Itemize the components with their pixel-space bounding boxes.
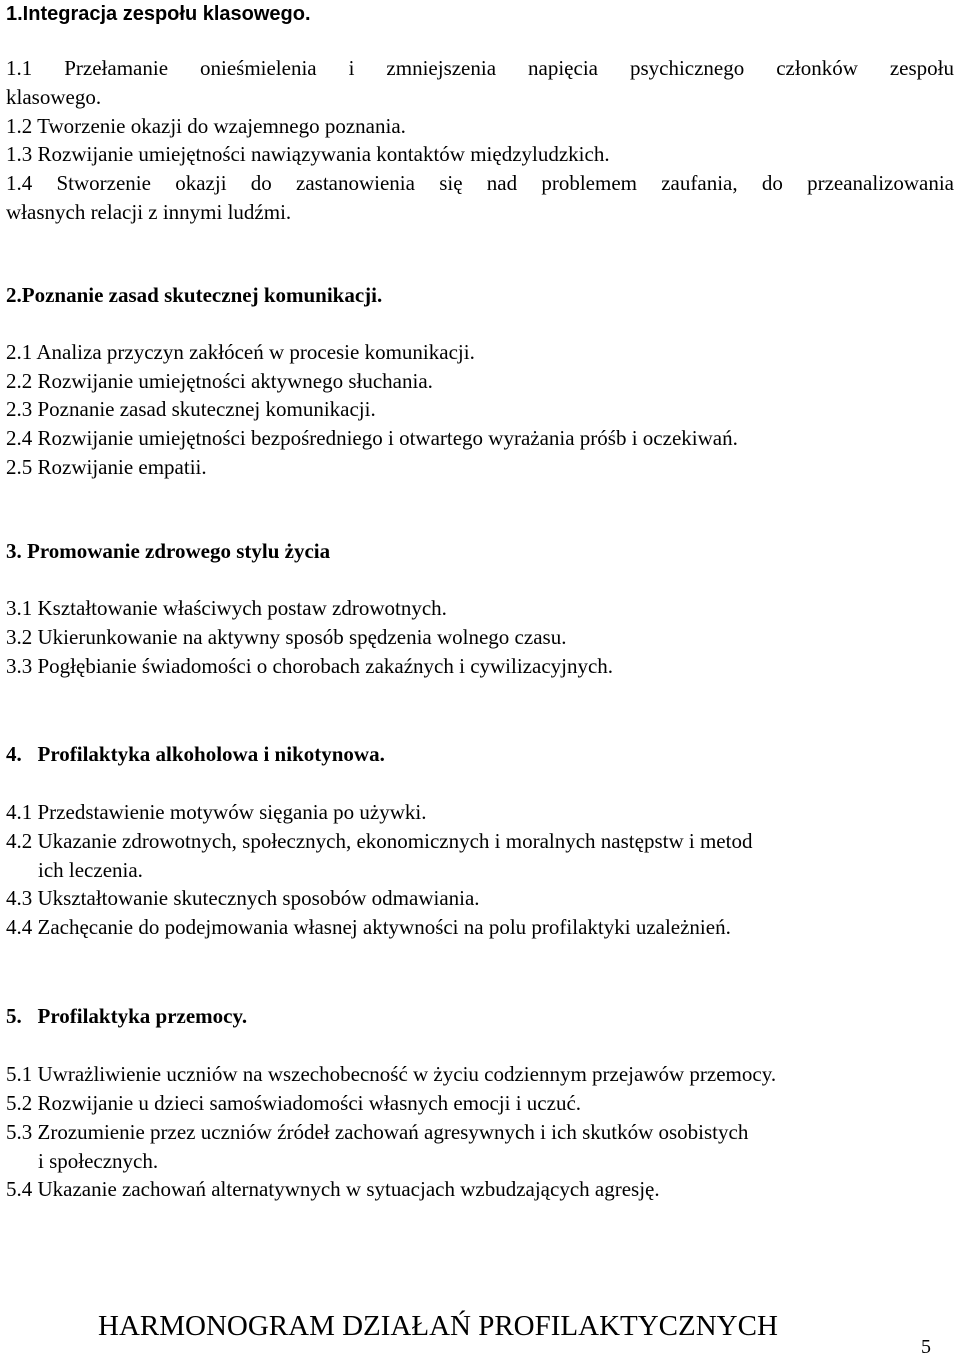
section-2-item-2-2: 2.2 Rozwijanie umiejętności aktywnego słuchania. <box>6 369 433 393</box>
section-5-item-5-3: 5.3 Zrozumienie przez uczniów źródeł zachowań agresywnych i ich skutków osobistych <box>6 1120 749 1144</box>
section-1-item-1-4: 1.4 Stworzenie okazji do zastanowienia się nad problemem zaufania, do przeanalizowania <box>6 171 954 195</box>
section-5-item-5-4: 5.4 Ukazanie zachowań alternatywnych w sytuacjach wzbudzających agresję. <box>6 1177 660 1201</box>
section-3-item-3-3: 3.3 Pogłębianie świadomości o chorobach zakaźnych i cywilizacyjnych. <box>6 654 614 678</box>
section-4-item-4-1: 4.1 Przedstawienie motywów sięgania po używki. <box>6 800 427 824</box>
section-1-item-1-2: 1.2 Tworzenie okazji do wzajemnego poznania. <box>6 114 406 138</box>
section-3-item-3-2: 3.2 Ukierunkowanie na aktywny sposób spędzenia wolnego czasu. <box>6 625 567 649</box>
section-4-item-4-2-cont: ich leczenia. <box>38 858 143 882</box>
section-1-heading: 1.Integracja zespołu klasowego. <box>6 3 311 25</box>
section-2-heading: 2.Poznanie zasad skutecznej komunikacji. <box>6 283 383 307</box>
section-2-item-2-5: 2.5 Rozwijanie empatii. <box>6 455 207 479</box>
section-4-heading: 4. Profilaktyka alkoholowa i nikotynowa. <box>6 742 385 766</box>
section-2-item-2-3: 2.3 Poznanie zasad skutecznej komunikacji. <box>6 397 376 421</box>
section-4-item-4-3: 4.3 Ukształtowanie skutecznych sposobów odmawiania. <box>6 886 480 910</box>
section-1-item-1-1: 1.1 Przełamanie onieśmielenia i zmniejszenia napięcia psychicznego członków zespołu <box>6 56 954 80</box>
section-2-item-2-1: 2.1 Analiza przyczyn zakłóceń w procesie komunikacji. <box>6 340 475 364</box>
page-number: 5 <box>921 1336 931 1358</box>
section-3-heading: 3. Promowanie zdrowego stylu życia <box>6 539 331 563</box>
section-5-heading: 5. Profilaktyka przemocy. <box>6 1004 248 1028</box>
section-3-item-3-1: 3.1 Kształtowanie właściwych postaw zdrowotnych. <box>6 596 447 620</box>
section-4-item-4-2: 4.2 Ukazanie zdrowotnych, społecznych, ekonomicznych i moralnych następstw i metod <box>6 829 753 853</box>
section-2-item-2-4: 2.4 Rozwijanie umiejętności bezpośredniego i otwartego wyrażania próśb i oczekiwań. <box>6 426 738 450</box>
section-4-item-4-4: 4.4 Zachęcanie do podejmowania własnej aktywności na polu profilaktyki uzależnień. <box>6 915 731 939</box>
section-5-item-5-1: 5.1 Uwrażliwienie uczniów na wszechobecność w życiu codziennym przejawów przemocy. <box>6 1062 777 1086</box>
section-1-item-1-1-cont: klasowego. <box>6 85 102 109</box>
section-1-item-1-3: 1.3 Rozwijanie umiejętności nawiązywania kontaktów międzyludzkich. <box>6 142 610 166</box>
section-5-item-5-2: 5.2 Rozwijanie u dzieci samoświadomości własnych emocji i uczuć. <box>6 1091 582 1115</box>
footer-title: HARMONOGRAM DZIAŁAŃ PROFILAKTYCZNYCH <box>98 1310 778 1342</box>
section-1-item-1-4-cont: własnych relacji z innymi ludźmi. <box>6 200 292 224</box>
section-5-item-5-3-cont: i społecznych. <box>38 1149 159 1173</box>
